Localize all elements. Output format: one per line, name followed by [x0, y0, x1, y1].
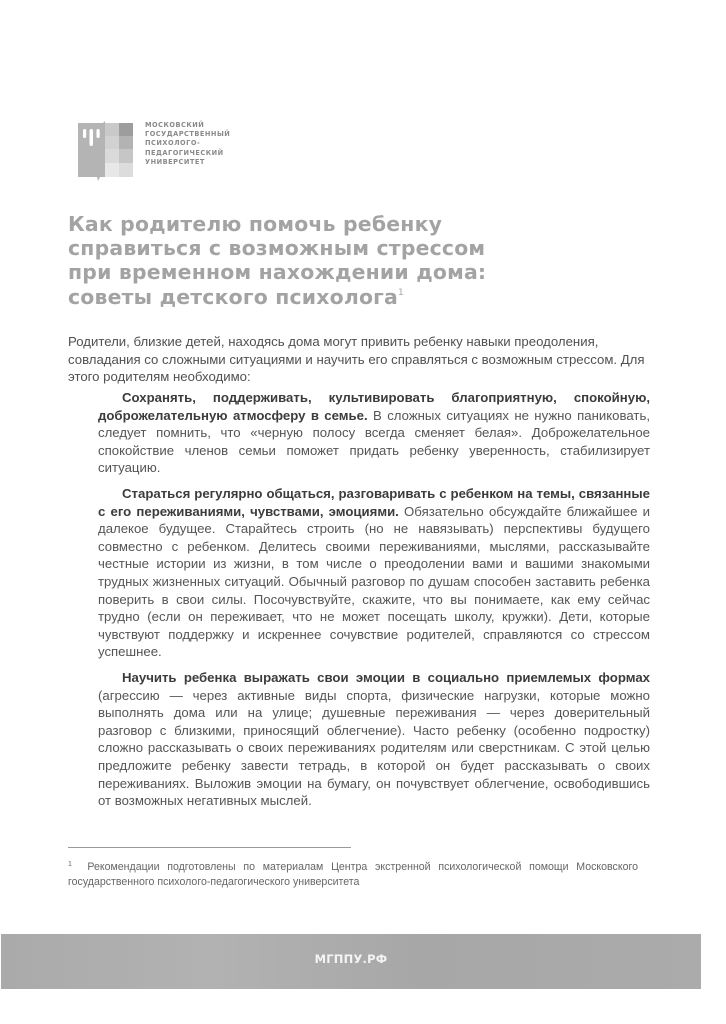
university-name-line: ПЕДАГОГИЧЕСКИЙ — [145, 148, 224, 157]
advice-heading: Стараться регулярно общаться, разговаривать с ребенком на темы, связанные с его переживаниями, чувствами, эмоциями. — [98, 486, 650, 519]
footnote-reference[interactable]: 1 — [397, 287, 404, 298]
title-line: при временном нахождении дома: — [68, 260, 487, 285]
title-line: справиться с возможным стрессом — [68, 236, 486, 261]
title-line-last — [68, 285, 588, 309]
university-name-line: МОСКОВСКИЙ — [145, 121, 205, 129]
document-title — [68, 212, 588, 309]
advice-text: Обязательно обсуждайте ближайшее и далекое будущее. Старайтесь строить (но не навязывать) перспективы будущего совместно с ребенком. Делитесь своими переживаниями, мыслями, рассказывайте честные истории из жизни, в том числе о преодолении вами и вашими знакомыми трудных жизненных ситуаций. Обычный разговор по душам способен заставить ребенка поверить в свои силы. Посочувствуйте, скажите, что вы понимаете, как ему сейчас трудно (если он переживает, что не может посещать школу, кружки). Дети, которые чувствуют поддержку и искреннее сочувствие родителей, справляются со стрессом успешнее. — [98, 503, 650, 660]
advice-paragraph — [98, 485, 650, 661]
advice-paragraph — [98, 389, 650, 477]
footnote-text: Рекомендации подготовлены по материалам Центра экстренной психологической помощи Московского государственного психолого-педагогического университета — [68, 861, 638, 888]
university-logo — [76, 120, 136, 182]
footer-website[interactable]: МГППУ.РФ — [314, 952, 388, 966]
footnote-marker: 1 — [68, 861, 72, 868]
mgppu-logo-icon — [76, 120, 136, 182]
advice-heading: Сохранять, поддерживать, культивировать благоприятную, спокойную, доброжелательную атмосферу в семье. — [98, 390, 650, 423]
intro-paragraph: Родители, близкие детей, находясь дома могут привить ребенку навыки преодоления, совладания со сложными ситуациями и научить его справляться с возможным стрессом. Для этого родителям необходимо: — [68, 334, 645, 385]
university-name — [145, 121, 230, 167]
title-line: советы детского психолога — [68, 284, 398, 309]
advice-heading: Научить ребенка выражать свои эмоции в социально приемлемых формах — [122, 670, 650, 685]
advice-paragraph — [98, 669, 650, 810]
advice-text: (агрессию — через активные виды спорта, физические нагрузки, которые можно выполнять дома или на улице; душевные переживания — через доверительный разговор с близкими, приносящий облегчение). Часто ребенку (особенно подростку) сложно рассказывать о своих переживаниях родителям или сверстникам. С этой целью предложите ребенку завести тетрадь, в которой он будет рассказывать о своих переживаниях. Выложив эмоции на бумагу, он почувствует облегчение, освободившись от возможных негативных мыслей. — [98, 687, 650, 809]
title-line: Как родителю помочь ребенку — [68, 212, 443, 236]
university-name-line: УНИВЕРСИТЕТ — [145, 157, 205, 166]
footnote-divider — [68, 847, 351, 848]
university-name-line: ПСИХОЛОГО- — [145, 139, 201, 148]
footer-band — [1, 934, 701, 989]
university-name-line: ГОСУДАРСТВЕННЫЙ — [145, 130, 231, 139]
footnote — [68, 860, 638, 890]
advice-text: В сложных ситуациях не нужно паниковать, следует помнить, что «черную полосу всегда сменяет белая». Доброжелательное спокойствие членов семьи поможет придать ребенку уверенность, стабилизирует ситуацию. — [98, 407, 650, 476]
